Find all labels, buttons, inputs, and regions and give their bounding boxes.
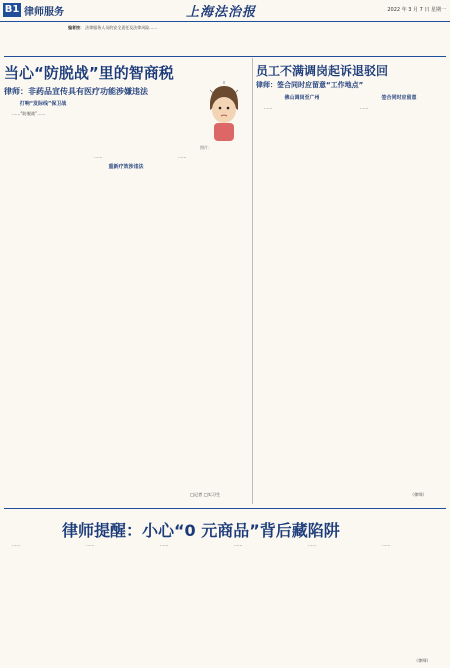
section-title: 律师服务	[24, 7, 64, 18]
header-rule	[0, 21, 450, 22]
page-badge: B1	[4, 4, 20, 15]
article2-subhead-2: 签合同时应留意	[381, 95, 417, 101]
article1-column-1	[4, 98, 82, 504]
column-divider	[252, 58, 253, 504]
hair-loss-illustration	[200, 80, 248, 144]
editor-note-rule	[4, 56, 446, 57]
article1-subhead-1: 打响“发际线”保卫战	[19, 101, 67, 107]
article3-column-1	[4, 542, 72, 664]
article3-column-6	[374, 542, 446, 656]
page-header	[0, 0, 450, 20]
article2-text-1: ……	[264, 104, 273, 110]
article1-column-3	[170, 154, 248, 484]
section-rule	[4, 508, 446, 509]
article2-title: 员工不满调岗起诉退驳回	[256, 64, 389, 78]
article2-column-2	[352, 92, 446, 486]
article1-byline: □记者 □实习生	[190, 492, 221, 497]
article2-subhead-1: 佛山调岗至广州	[284, 95, 320, 101]
illustration-caption: 图片：	[200, 145, 212, 150]
article3-column-3	[152, 542, 220, 664]
article3-text-5: ……	[308, 542, 317, 547]
article3-text-2: ……	[86, 542, 95, 547]
article2-subtitle: 律师：签合同时应留意“工作地点”	[256, 81, 364, 89]
article3-column-4	[226, 542, 294, 664]
article1-text-3: ……	[178, 154, 187, 159]
article3-column-5	[300, 542, 368, 664]
article3-column-2	[78, 542, 146, 664]
article1-column-2	[86, 154, 166, 504]
article1-subtitle: 律师：非药品宣传具有医疗功能涉嫌违法	[4, 87, 148, 96]
article3-text-6: ……	[382, 542, 391, 547]
article2-byline: （律师）	[410, 492, 427, 497]
article1-title: 当心“防脱战”里的智商税	[4, 64, 174, 82]
editor-note	[68, 25, 446, 31]
issue-date: 2022 年 3 月 7 日 星期一	[387, 7, 446, 13]
article3-text-3: ……	[160, 542, 169, 547]
article2-column-1	[256, 92, 348, 502]
article1-text-1: ……“防脱战”……	[12, 110, 46, 116]
article3-text-1: ……	[12, 542, 21, 547]
article2-text-2: ……	[360, 104, 369, 110]
editor-note-text: 法律服务人员的安全责任及法律风险……	[85, 25, 158, 30]
article3-title: 律师提醒：小心“0 元商品”背后藏陷阱	[62, 521, 340, 540]
newspaper-title: 上海法治报	[186, 5, 257, 20]
article1-text-2: ……	[94, 154, 103, 159]
editor-note-label: 编者按：	[68, 25, 84, 30]
article3-text-4: ……	[234, 542, 243, 547]
article3-byline: （律师）	[414, 658, 431, 663]
article1-subhead-2: 重新疗效涉违法	[108, 163, 144, 170]
